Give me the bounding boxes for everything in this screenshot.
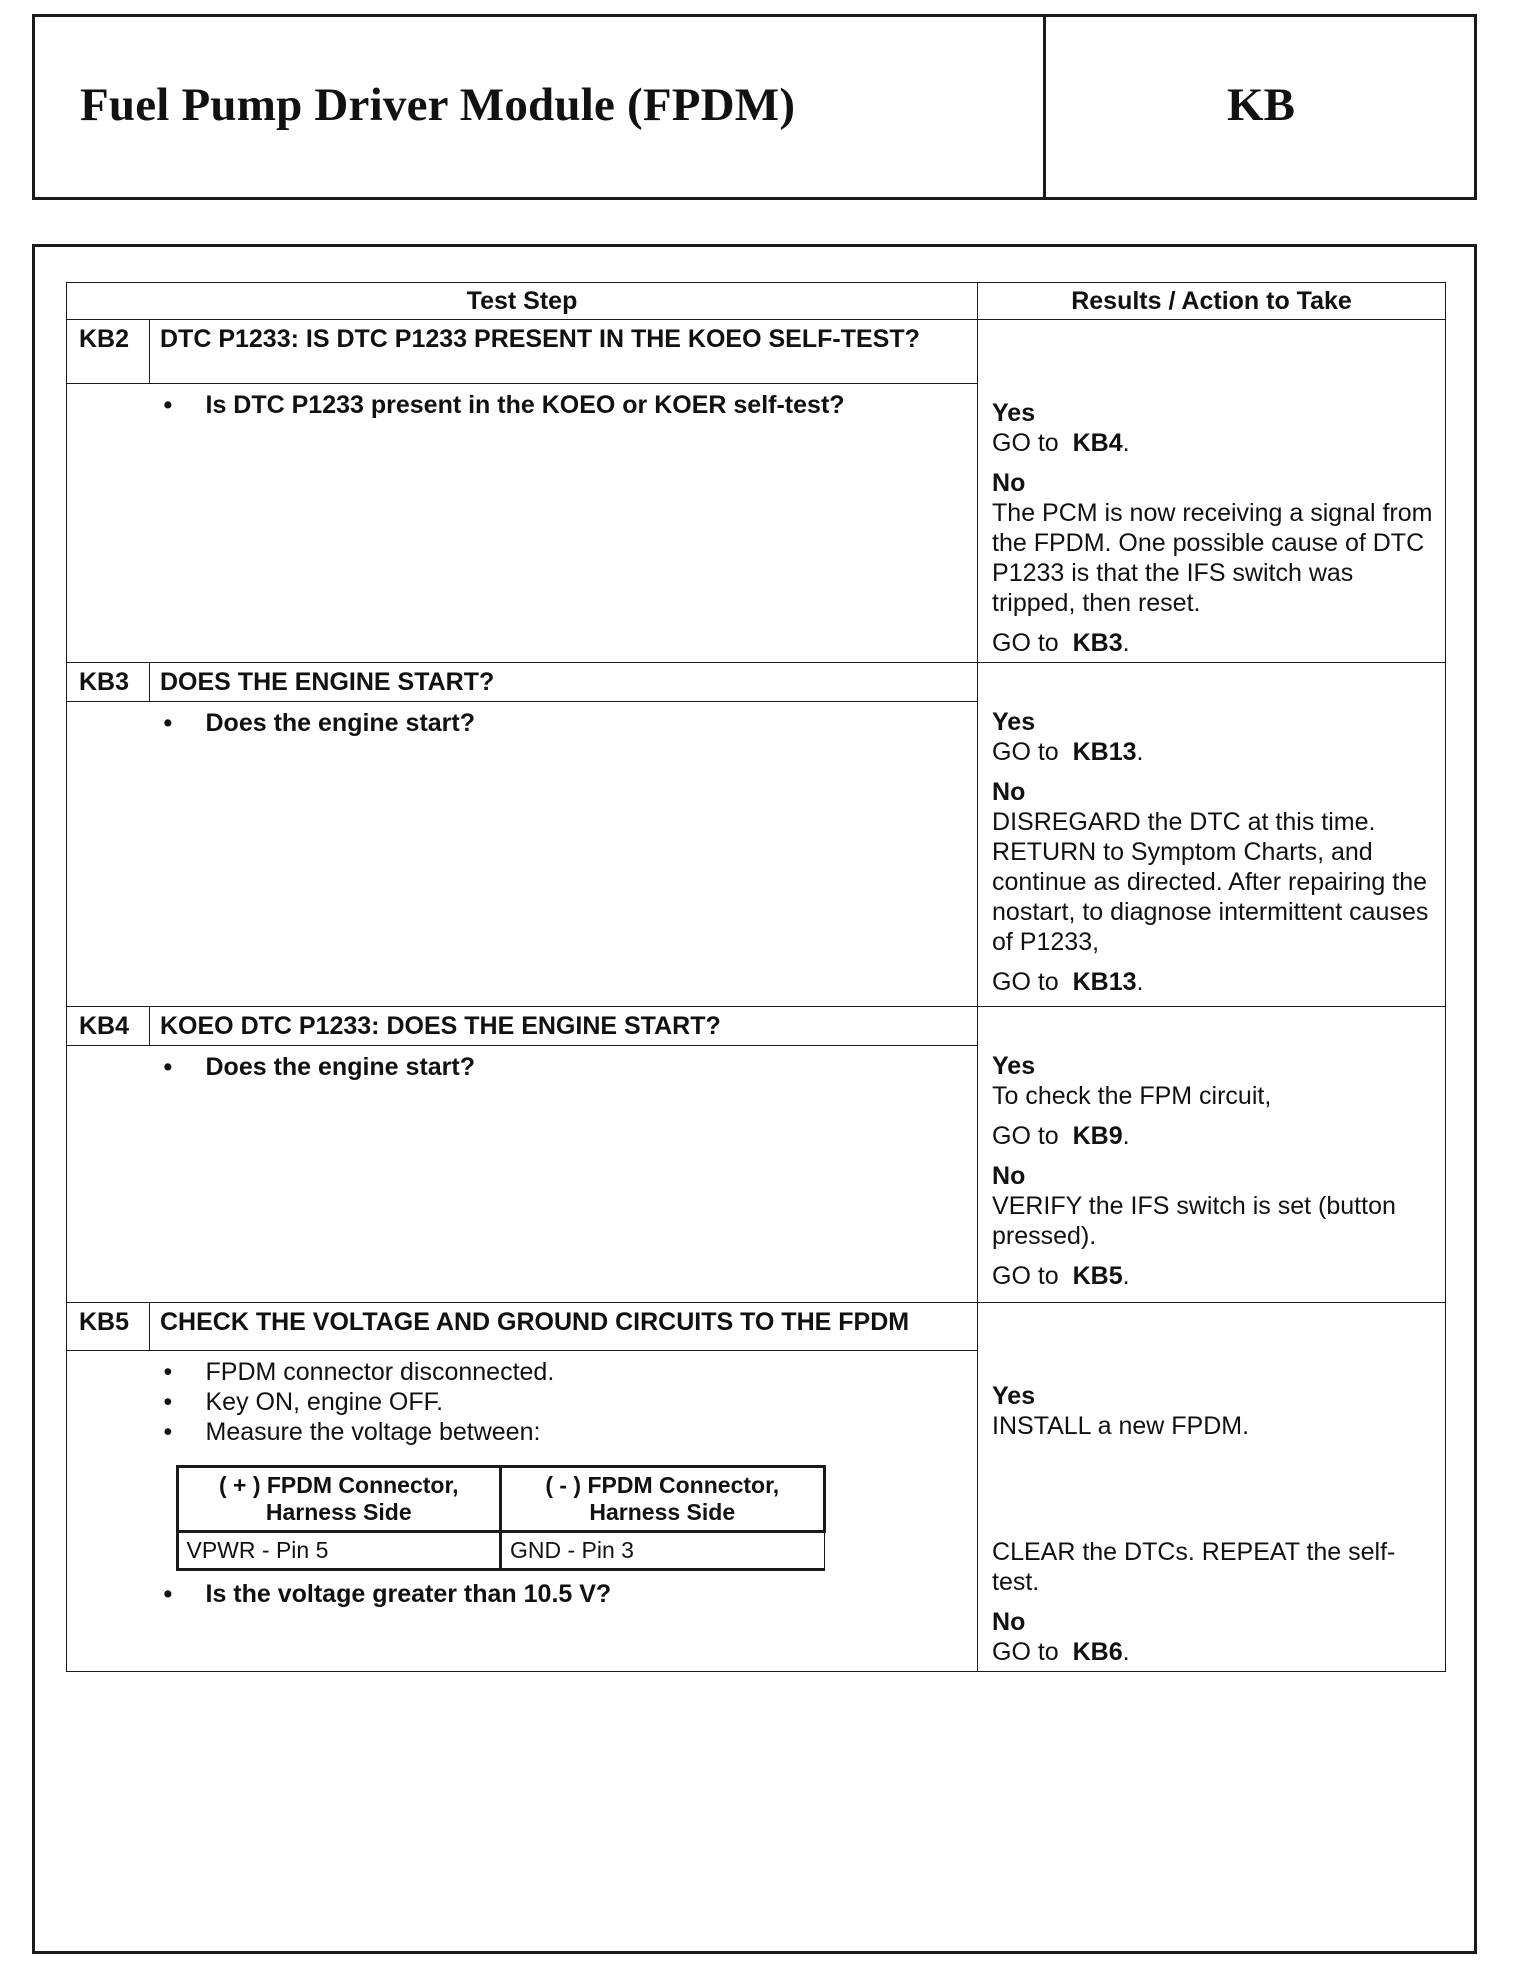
step-id: KB3 [67,663,150,702]
step-title: DOES THE ENGINE START? [150,663,978,702]
no-go: GO to KB6. [992,1638,1130,1666]
step-kb2-results [978,320,1446,663]
yes-text: To check the FPM circuit, [992,1082,1272,1110]
yes-label: Yes [992,399,1036,427]
step-kb5-procedure [150,1350,978,1671]
step-kb4-heading [67,1007,1446,1046]
yes-label: Yes [992,1382,1036,1410]
no-text: The PCM is now receiving a signal from the FPDM. One possible cause of DTC P1233 is that the IFS switch was tripped, then reset. [992,499,1433,617]
step-kb2-heading [67,320,1446,384]
list-item: • Measure the voltage between: [163,1417,541,1446]
diagnostic-table [66,282,1446,1672]
connector-header-negative: ( - ) FPDM Connector, Harness Side [501,1466,825,1531]
col-results: Results / Action to Take [978,283,1446,320]
step-id: KB2 [67,320,150,384]
step-kb3-results [978,663,1446,1007]
connector-cell-positive: VPWR - Pin 5 [177,1531,501,1569]
no-text: DISREGARD the DTC at this time. RETURN to Symptom Charts, and continue as directed. After repairing the nostart, to diagnose intermittent causes of P1233, [992,808,1429,956]
no-label: No [992,469,1026,497]
list-item: • Key ON, engine OFF. [163,1387,444,1416]
step-title: DTC P1233: IS DTC P1233 PRESENT IN THE KOEO SELF-TEST? [150,320,978,384]
yes-go: GO to KB9. [992,1122,1130,1150]
yes-go: GO to KB4. [992,429,1130,457]
yes-text-2: CLEAR the DTCs. REPEAT the self-test. [992,1538,1396,1596]
no-label: No [992,1608,1026,1636]
no-go: GO to KB3. [992,629,1130,657]
connector-header-positive: ( + ) FPDM Connector, Harness Side [177,1466,501,1531]
connector-table [176,1465,826,1571]
step-id: KB4 [67,1007,150,1046]
step-id: KB5 [67,1303,150,1351]
table-header-row [67,283,1446,320]
no-label: No [992,1162,1026,1190]
step-kb3-heading [67,663,1446,702]
section-code: KB [1227,79,1295,131]
step-kb3-question: • Does the engine start? [150,702,978,1007]
yes-text: INSTALL a new FPDM. [992,1412,1250,1440]
step-title: CHECK THE VOLTAGE AND GROUND CIRCUITS TO THE FPDM [150,1303,978,1351]
yes-go: GO to KB13. [992,738,1144,766]
step-kb5-results [978,1303,1446,1672]
col-test-step: Test Step [67,283,978,320]
step-title: KOEO DTC P1233: DOES THE ENGINE START? [150,1007,978,1046]
step-kb4-question: • Does the engine start? [150,1046,978,1303]
no-label: No [992,778,1026,806]
no-go: GO to KB5. [992,1262,1130,1290]
no-go: GO to KB13. [992,968,1144,996]
step-kb5-heading [67,1303,1446,1351]
page-title: Fuel Pump Driver Module (FPDM) [80,79,796,131]
step-question: • Is the voltage greater than 10.5 V? [163,1579,612,1608]
connector-cell-negative: GND - Pin 3 [501,1531,825,1569]
step-kb4-results [978,1007,1446,1303]
list-item: • FPDM connector disconnected. [163,1357,555,1386]
yes-label: Yes [992,708,1036,736]
step-kb2-question: • Is DTC P1233 present in the KOEO or KOER self-test? [150,384,978,663]
yes-label: Yes [992,1052,1036,1080]
no-text: VERIFY the IFS switch is set (button pressed). [992,1192,1396,1250]
